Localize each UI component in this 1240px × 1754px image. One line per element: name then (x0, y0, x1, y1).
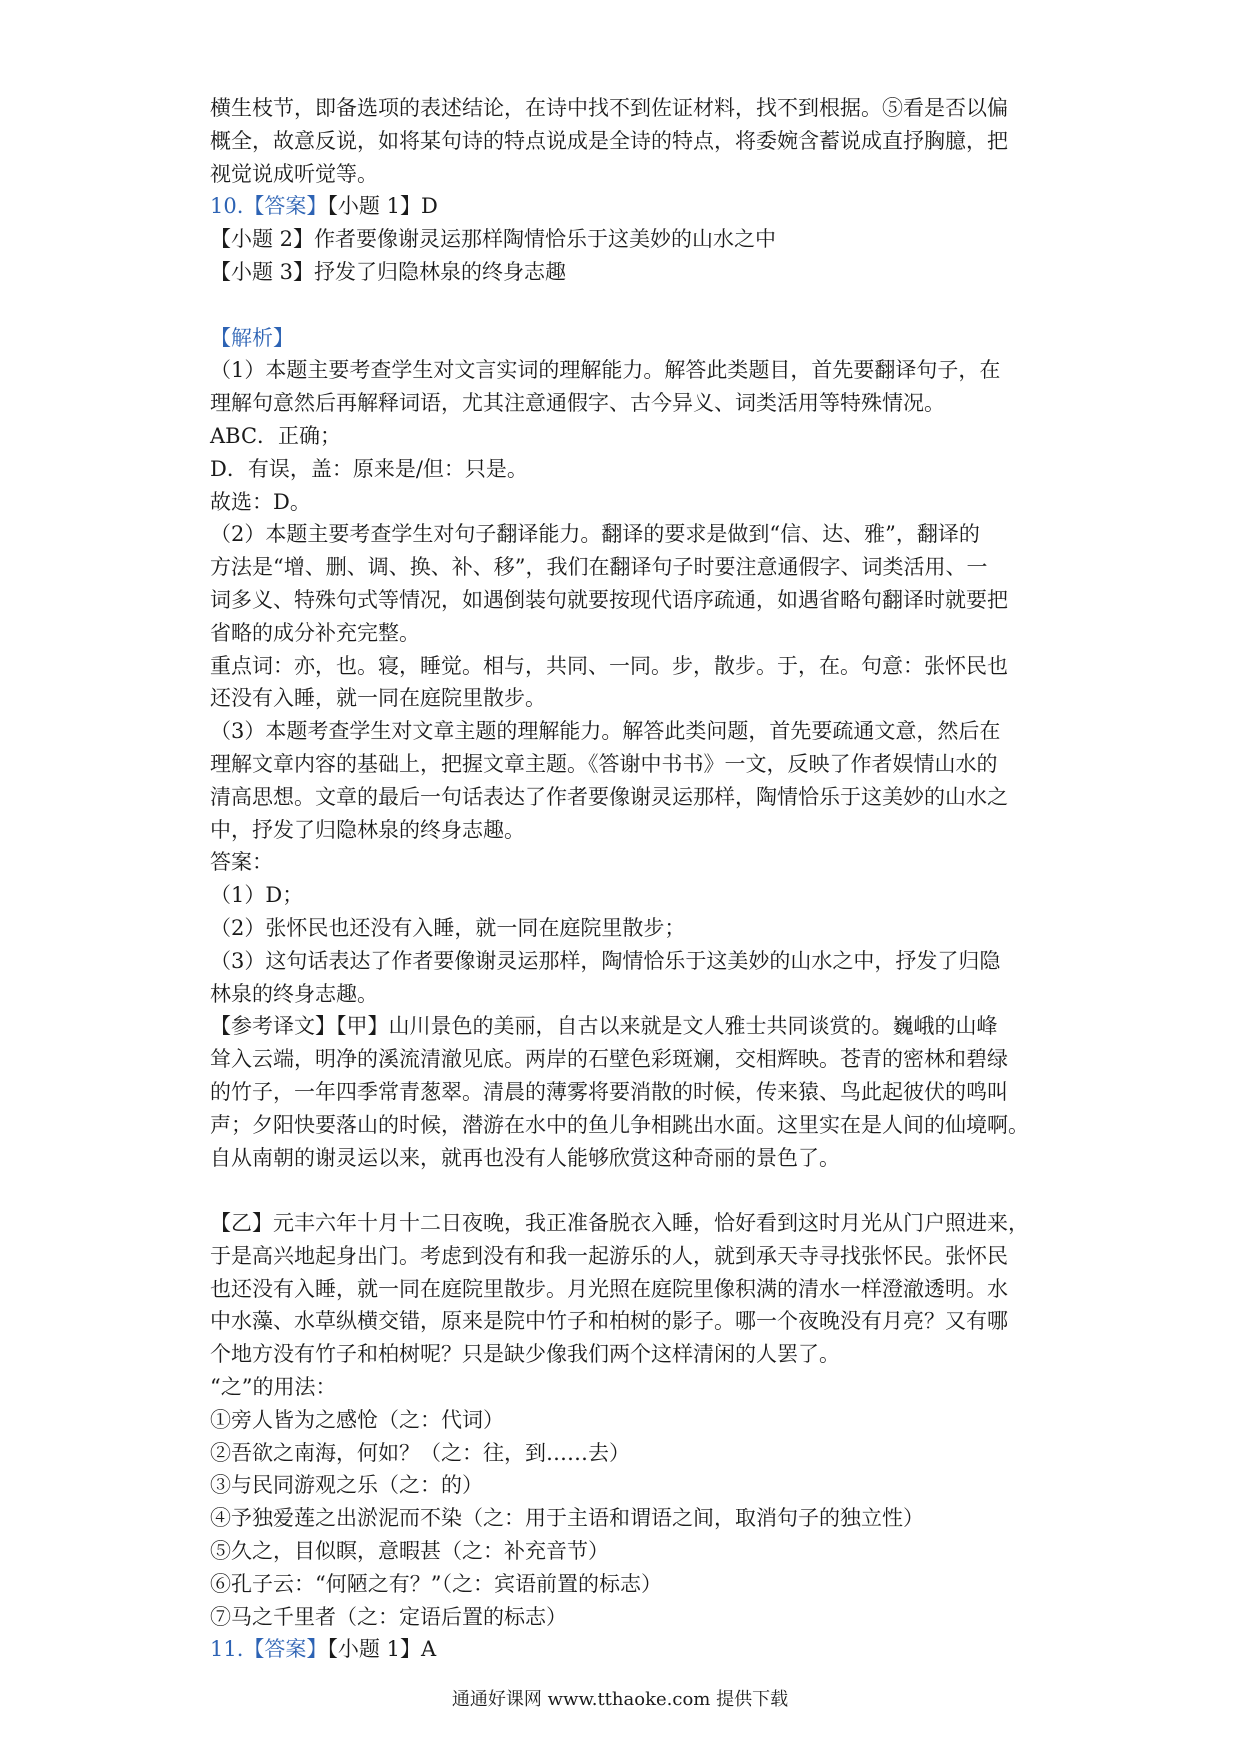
text-line: 【参考译文】【甲】山川景色的美丽，自古以来就是文人雅士共同谈赏的。巍峨的山峰 (210, 1014, 998, 1039)
text-line: 【乙】元丰六年十月十二日夜晚，我正准备脱衣入睡，恰好看到这时月光从门户照进来， (210, 1211, 1029, 1236)
question-number: 11. (210, 1637, 244, 1662)
text-line: （3）这句话表达了作者要像谢灵运那样，陶情恰乐于这美妙的山水之中，抒发了归隐 (210, 948, 1001, 973)
answer-line-10 (210, 190, 1042, 223)
analysis-label: 【解析】 (210, 325, 294, 350)
text-line: 故选：D。 (210, 489, 311, 514)
text-line: 自从南朝的谢灵运以来，就再也没有人能够欣赏这种奇丽的景色了。 (210, 1145, 840, 1170)
text-line: 【小题 2】作者要像谢灵运那样陶情恰乐于这美妙的山水之中 (210, 227, 777, 252)
spacer (210, 289, 1042, 322)
text-line: ②吾欲之南海，何如？（之：往，到……去） (210, 1440, 630, 1465)
text-line: 理解文章内容的基础上，把握文章主题。《答谢中书书》一文，反映了作者娱情山水的 (210, 751, 998, 776)
text-line: 【小题 3】抒发了归隐林泉的终身志趣 (210, 259, 567, 284)
text-line: ①旁人皆为之感怆（之：代词） (210, 1407, 504, 1432)
text-line: ⑦马之千里者（之：定语后置的标志） (210, 1604, 567, 1629)
text-line: ⑤久之，目似瞑，意暇甚（之：补充音节） (210, 1539, 609, 1564)
text-line: 理解句意然后再解释词语，尤其注意通假字、古今异义、词类活用等特殊情况。 (210, 391, 945, 416)
text-line: 中，抒发了归隐林泉的终身志趣。 (210, 817, 525, 842)
text-line: 林泉的终身志趣。 (210, 981, 378, 1006)
text-line: D．有误，盖：原来是/但：只是。 (210, 456, 528, 481)
text-line: 个地方没有竹子和柏树呢？只是缺少像我们两个这样清闲的人罢了。 (210, 1342, 840, 1367)
text-line: 还没有入睡，就一同在庭院里散步。 (210, 686, 546, 711)
document-body (210, 92, 1042, 1666)
text-line: 答案： (210, 850, 273, 875)
text-line: 省略的成分补充完整。 (210, 620, 420, 645)
spacer (210, 1174, 1042, 1207)
page-footer: 通通好课网 www.tthaoke.com 提供下载 (451, 1689, 789, 1710)
question-number: 10. (210, 194, 244, 219)
text-line: 视觉说成听觉等。 (210, 161, 378, 186)
text-line: （2）张怀民也还没有入睡，就一同在庭院里散步； (210, 915, 686, 940)
text-line: 重点词：亦，也。寝，睡觉。相与，共同、一同。步，散步。于，在。句意：张怀民也 (210, 653, 1008, 678)
answer-line-11 (210, 1633, 1042, 1666)
text-line: （3）本题考查学生对文章主题的理解能力。解答此类问题，首先要疏通文意，然后在 (210, 719, 1001, 744)
text-line: 也还没有入睡，就一同在庭院里散步。月光照在庭院里像积满的清水一样澄澈透明。水 (210, 1276, 1008, 1301)
text-line: “之”的用法： (210, 1375, 337, 1400)
text-line: ④予独爱莲之出淤泥而不染（之：用于主语和谓语之间，取消句子的独立性） (210, 1506, 924, 1531)
text-line: （2）本题主要考查学生对句子翻译能力。翻译的要求是做到“信、达、雅”，翻译的 (210, 522, 980, 547)
text-line: 清高思想。文章的最后一句话表达了作者要像谢灵运那样，陶情恰乐于这美妙的山水之 (210, 784, 1008, 809)
text-line: 词多义、特殊句式等情况，如遇倒装句就要按现代语序疏通，如遇省略句翻译时就要把 (210, 587, 1008, 612)
text-line: 耸入云端，明净的溪流清澈见底。两岸的石壁色彩斑斓，交相辉映。苍青的密林和碧绿 (210, 1047, 1008, 1072)
text-line: ABC．正确； (210, 423, 342, 448)
answer-tag: 【答案】 (243, 194, 328, 219)
text-line: 中水藻、水草纵横交错，原来是院中竹子和柏树的影子。哪一个夜晚没有月亮？又有哪 (210, 1309, 1008, 1334)
text-line: 于是高兴地起身出门。考虑到没有和我一起游乐的人，就到承天寺寻找张怀民。张怀民 (210, 1243, 1008, 1268)
text-line: 声；夕阳快要落山的时候，潜游在水中的鱼儿争相跳出水面。这里实在是人间的仙境啊。 (210, 1112, 1029, 1137)
text-line: 的竹子，一年四季常青葱翠。清晨的薄雾将要消散的时候，传来猿、鸟此起彼伏的鸣叫 (210, 1079, 1008, 1104)
text-line: （1）本题主要考查学生对文言实词的理解能力。解答此类题目，首先要翻译句子，在 (210, 358, 1001, 383)
answer-tag: 【答案】 (243, 1637, 328, 1662)
text-line: ⑥孔子云：“何陋之有？”（之：宾语前置的标志） (210, 1571, 662, 1596)
text-line: 方法是“增、删、调、换、补、移”，我们在翻译句子时要注意通假字、词类活用、一 (210, 555, 988, 580)
text-line: 横生枝节，即备选项的表述结论，在诗中找不到佐证材料，找不到根据。⑤看是否以偏 (210, 96, 1008, 120)
answer-text: 【小题 1】A (327, 1637, 437, 1662)
text-line: （1）D； (210, 883, 304, 908)
text-line: 概全，故意反说，如将某句诗的特点说成是全诗的特点，将委婉含蓄说成直抒胸臆，把 (210, 128, 1008, 153)
text-line: ③与民同游观之乐（之：的） (210, 1473, 483, 1498)
answer-text: 【小题 1】D (327, 194, 438, 219)
